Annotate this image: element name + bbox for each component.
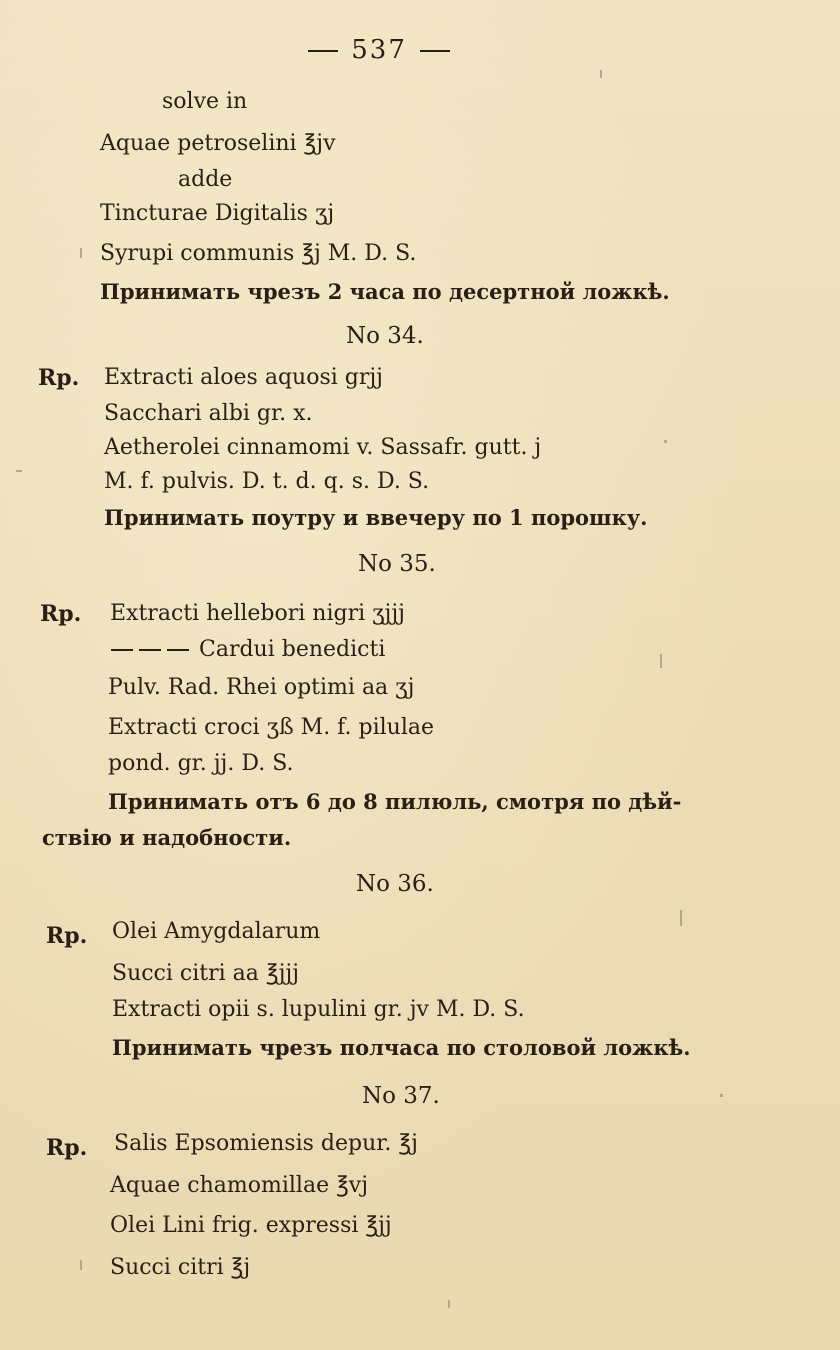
text-line-content: Cardui benedicti: [199, 637, 386, 662]
recipe-heading-37: No 37.: [362, 1083, 440, 1109]
rp-label: Rp.: [46, 923, 88, 949]
text-line: Salis Epsomiensis depur. ℥j: [114, 1131, 418, 1156]
page-number-text: 537: [351, 35, 407, 65]
paper-speck: [600, 70, 602, 78]
text-line: Sacchari albi gr. x.: [104, 401, 313, 426]
text-line: [108, 636, 385, 664]
text-line: Extracti hellebori nigri ʒjjj: [110, 601, 406, 626]
recipe-heading-34: No 34.: [346, 323, 424, 349]
instruction-line: Принимать чрезъ полчаса по столовой ложкѣ.: [112, 1035, 691, 1060]
text-line: Pulv. Rad. Rhei optimi aa ʒj: [108, 675, 415, 700]
recipe-heading-36: No 36.: [356, 871, 434, 897]
paper-speck: [664, 440, 667, 443]
text-line: Olei Lini frig. expressi ℥jj: [110, 1213, 392, 1238]
paper-speck: [448, 1300, 450, 1308]
instruction-line: Принимать чрезъ 2 часа по десертной ложкѣ.: [100, 279, 670, 304]
paper-speck: [80, 248, 82, 258]
text-line: Tincturae Digitalis ʒj: [100, 201, 335, 226]
paper-speck: [660, 654, 662, 668]
instruction-line: Принимать отъ 6 до 8 пилюль, смотря по дѣй-: [108, 789, 682, 814]
text-line: M. f. pulvis. D. t. d. q. s. D. S.: [104, 469, 430, 494]
paper-speck: [680, 910, 682, 926]
paper-speck: [16, 470, 22, 472]
text-line: pond. gr. jj. D. S.: [108, 751, 294, 776]
instruction-line: ствію и надобности.: [42, 825, 292, 850]
text-line: solve in: [162, 89, 248, 114]
recipe-heading-35: No 35.: [358, 551, 436, 577]
page-number: [305, 36, 453, 64]
text-line: Aetherolei cinnamomi v. Sassafr. gutt. j: [104, 435, 542, 460]
text-line: Syrupi communis ℥j M. D. S.: [100, 241, 417, 266]
text-line: Succi citri ℥j: [110, 1255, 251, 1280]
text-line: Aquae chamomillae ℥vj: [110, 1173, 369, 1198]
rp-label: Rp.: [46, 1135, 88, 1161]
text-line: adde: [178, 167, 233, 192]
text-line: Extracti croci ʒß M. f. pilulae: [108, 715, 435, 740]
paper-speck: [80, 1260, 82, 1270]
text-line: Olei Amygdalarum: [112, 919, 321, 944]
paper-speck: [720, 1094, 723, 1097]
rp-label: Rp.: [40, 601, 82, 627]
text-line: Succi citri aa ℥jjj: [112, 961, 300, 986]
rp-label: Rp.: [38, 365, 80, 391]
text-line: Extracti opii s. lupulini gr. jv M. D. S.: [112, 997, 525, 1022]
instruction-line: Принимать поутру и ввечеру по 1 порошку.: [104, 505, 648, 530]
text-line: Extracti aloes aquosi grjj: [104, 365, 384, 390]
text-line: Aquae petroselini ℥jv: [100, 131, 336, 156]
